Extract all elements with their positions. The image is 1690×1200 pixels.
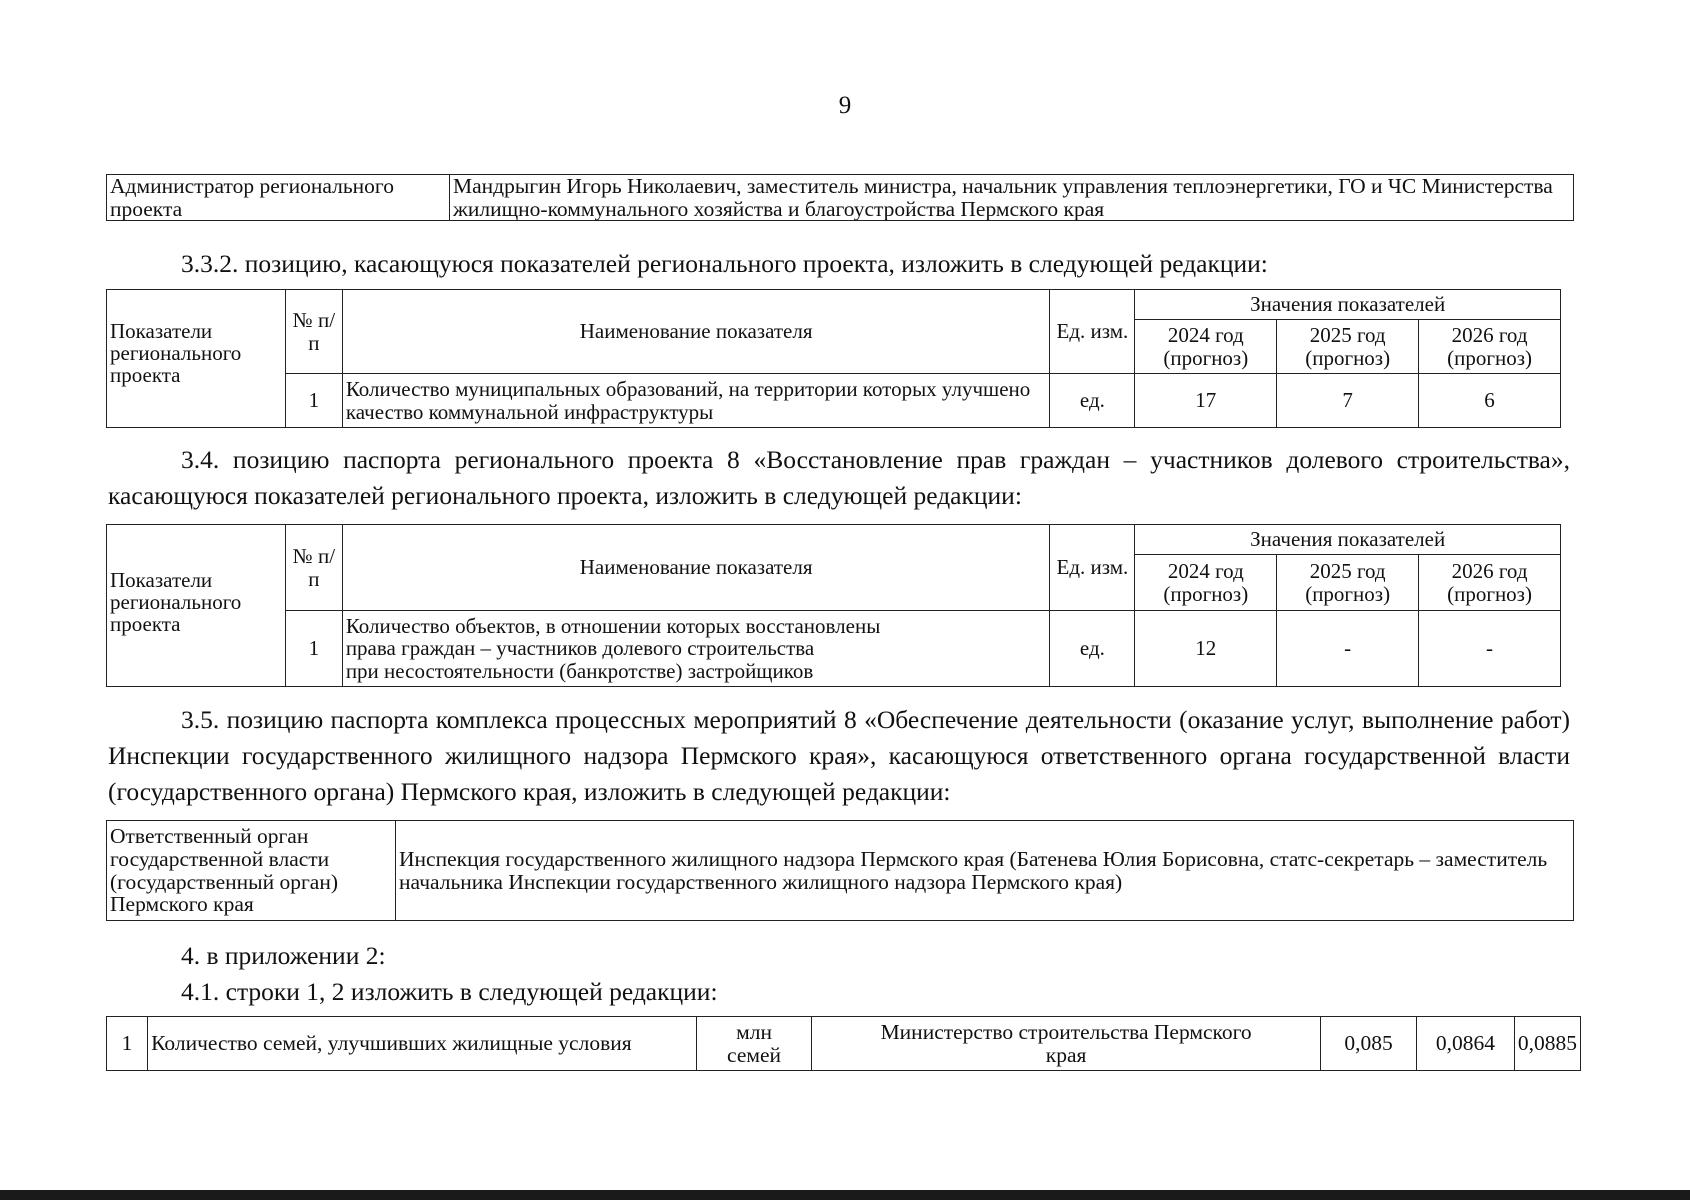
admin-table — [106, 174, 1574, 221]
appendix-row-name: Количество семей, улучшивших жилищные условия — [148, 1017, 697, 1071]
indicators-table-2 — [106, 524, 1561, 687]
table-header-row — [107, 525, 1561, 555]
row-num: 1 — [285, 374, 342, 428]
paragraph-4-1: 4.1. строки 1, 2 изложить в следующей редакции: — [181, 977, 718, 1006]
appendix-row-unit: млн семей — [696, 1017, 812, 1071]
values-title: Значения показателей — [1135, 290, 1561, 320]
paragraph-3-4: 3.4. позицию паспорта регионального проекта 8 «Восстановление прав граждан – участников долевого строительства», касающуюся показателей регионального проекта, изложить в следующей редакции: — [108, 445, 1570, 510]
row-name: Количество муниципальных образований, на территории которых улучшено качество коммунальной инфраструктуры — [342, 374, 1050, 428]
col-2024-header: 2024 год (прогноз) — [1135, 555, 1277, 611]
row-value-2024: 12 — [1135, 611, 1277, 687]
paragraph-4: 4. в приложении 2: — [181, 941, 386, 970]
row-num: 1 — [285, 611, 342, 687]
row-name-line: права граждан – участников долевого строительства — [345, 636, 815, 661]
org-label: Ответственный орган государственной власти (государственный орган) Пермского края — [107, 821, 396, 921]
row-name-line: Количество объектов, в отношении которых восстановлены — [345, 614, 881, 639]
col-num-header: № п/п — [285, 525, 342, 611]
page-number: 9 — [838, 92, 852, 119]
col-num-header: № п/п — [285, 290, 342, 374]
appendix-row-org: Министерство строительства Пермского края — [812, 1017, 1321, 1071]
col-name-header: Наименование показателя — [342, 525, 1050, 611]
row-value-2025: - — [1277, 611, 1419, 687]
paragraph-3-5: 3.5. позицию паспорта комплекса процессных мероприятий 8 «Обеспечение деятельности (оказание услуг, выполнение работ) Инспекции государственного жилищного надзора Пермского края», касающуюся ответственного органа государственной власти (государственного органа) Пермского края, изложить в следующей редакции: — [108, 705, 1570, 806]
col-2025-header: 2025 год (прогноз) — [1277, 555, 1419, 611]
col-2026-header: 2026 год (прогноз) — [1419, 320, 1561, 374]
row-value-2026: 6 — [1419, 374, 1561, 428]
col-2026-header: 2026 год (прогноз) — [1419, 555, 1561, 611]
row-name-line: при несостоятельности (банкротстве) застройщиков — [345, 658, 814, 683]
values-title: Значения показателей — [1135, 525, 1561, 555]
row-value-2025: 7 — [1277, 374, 1419, 428]
row-unit: ед. — [1050, 374, 1135, 428]
table-row — [107, 175, 1574, 221]
table-row — [107, 611, 1561, 687]
col-unit-header: Ед. изм. — [1050, 290, 1135, 374]
table-header-row — [107, 290, 1561, 320]
indicators-group-label: Показатели регионального проекта — [107, 525, 286, 687]
org-value: Инспекция государственного жилищного надзора Пермского края (Батенева Юлия Борисовна, статс-секретарь – заместитель начальника Инспекции государственного жилищного надзора Пермского края) — [396, 821, 1574, 921]
indicators-group-label: Показатели регионального проекта — [107, 290, 286, 428]
table-row — [107, 374, 1561, 428]
col-2025-header: 2025 год (прогноз) — [1277, 320, 1419, 374]
col-name-header: Наименование показателя — [342, 290, 1050, 374]
appendix-row-value-1: 0,085 — [1320, 1017, 1416, 1071]
row-name — [342, 611, 1050, 687]
row-unit: ед. — [1050, 611, 1135, 687]
table-row — [107, 821, 1574, 921]
indicators-table-1 — [106, 289, 1561, 428]
paragraph-3-3-2: 3.3.2. позицию, касающуюся показателей регионального проекта, изложить в следующей редакции: — [181, 249, 1268, 278]
scan-bottom-edge — [0, 1190, 1690, 1200]
row-value-2026: - — [1419, 611, 1561, 687]
col-unit-header: Ед. изм. — [1050, 525, 1135, 611]
responsible-org-table — [106, 820, 1574, 921]
admin-value: Мандрыгин Игорь Николаевич, заместитель министра, начальник управления теплоэнергетики, ГО и ЧС Министерства жилищно-коммунального хозяйства и благоустройства Пермского края — [450, 175, 1574, 221]
appendix-row-value-3: 0,0885 — [1514, 1017, 1580, 1071]
appendix-table — [106, 1016, 1581, 1071]
admin-label: Администратор регионального проекта — [107, 175, 450, 221]
table-row — [107, 1017, 1581, 1071]
appendix-row-num: 1 — [107, 1017, 148, 1071]
row-value-2024: 17 — [1135, 374, 1277, 428]
col-2024-header: 2024 год (прогноз) — [1135, 320, 1277, 374]
appendix-row-value-2: 0,0864 — [1417, 1017, 1515, 1071]
